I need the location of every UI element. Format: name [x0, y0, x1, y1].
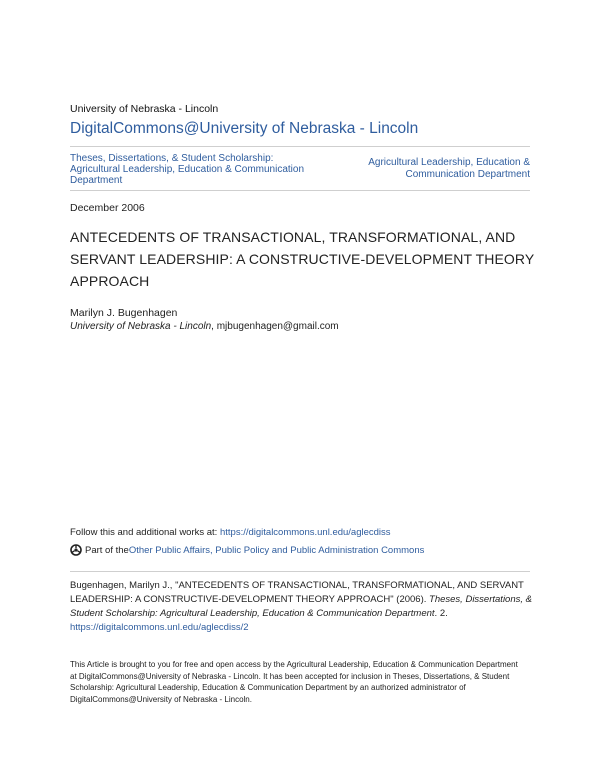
publication-date: December 2006	[70, 202, 145, 214]
citation-text: Bugenhagen, Marilyn J., "ANTECEDENTS OF TRANSACTIONAL, TRANSFORMATIONAL, AND SERVANT LEADERSHIP: A CONSTRUCTIVE-DEVELOPMENT THEORY APPROACH" (2006).	[70, 580, 524, 605]
repository-link[interactable]: DigitalCommons@University of Nebraska - Lincoln	[70, 120, 419, 137]
divider-bottom	[70, 571, 530, 572]
document-title: ANTECEDENTS OF TRANSACTIONAL, TRANSFORMATIONAL, AND SERVANT LEADERSHIP: A CONSTRUCTIVE-DEVELOPMENT THEORY APPROACH	[70, 229, 535, 289]
author-email: , mjbugenhagen@gmail.com	[211, 321, 339, 332]
author-name: Marilyn J. Bugenhagen	[70, 307, 178, 319]
citation-number: . 2.	[434, 608, 448, 619]
divider-top	[70, 146, 530, 147]
access-statement: This Article is brought to you for free and open access by the Agricultural Leadership, Education & Communication Department at DigitalCommons@University of Nebraska - Lincoln. It has been accepted for inclusion in Theses, Dissertations, & Student Scholarship: Agricultural Leadership, Education & Communication Department by an authorized administrator of DigitalCommons@University of Nebraska - Lincoln.	[70, 660, 518, 704]
citation	[70, 579, 535, 635]
series-link[interactable]: Theses, Dissertations, & Student Scholarship: Agricultural Leadership, Education & Communication Department	[70, 153, 305, 186]
part-of-prefix: Part of the	[85, 544, 129, 556]
commons-link[interactable]: Other Public Affairs, Public Policy and Public Administration Commons	[128, 544, 425, 556]
follow-prefix: Follow this and additional works at:	[70, 527, 220, 538]
citation-url-link[interactable]: https://digitalcommons.unl.edu/aglecdiss/2	[70, 622, 249, 633]
follow-line	[70, 527, 391, 538]
department-link[interactable]: Agricultural Leadership, Education & Communication Department	[368, 157, 530, 180]
affiliation-text: University of Nebraska - Lincoln	[70, 321, 212, 332]
author-affiliation	[70, 321, 339, 332]
network-icon	[70, 544, 82, 556]
citation-series: Theses, Dissertations, & Student Scholarship: Agricultural Leadership, Education & Communication Department	[70, 594, 532, 619]
follow-url-link[interactable]: https://digitalcommons.unl.edu/aglecdiss	[219, 527, 391, 538]
divider-middle	[70, 190, 530, 191]
part-of-line	[70, 544, 424, 556]
institution-name: University of Nebraska - Lincoln	[70, 103, 219, 115]
